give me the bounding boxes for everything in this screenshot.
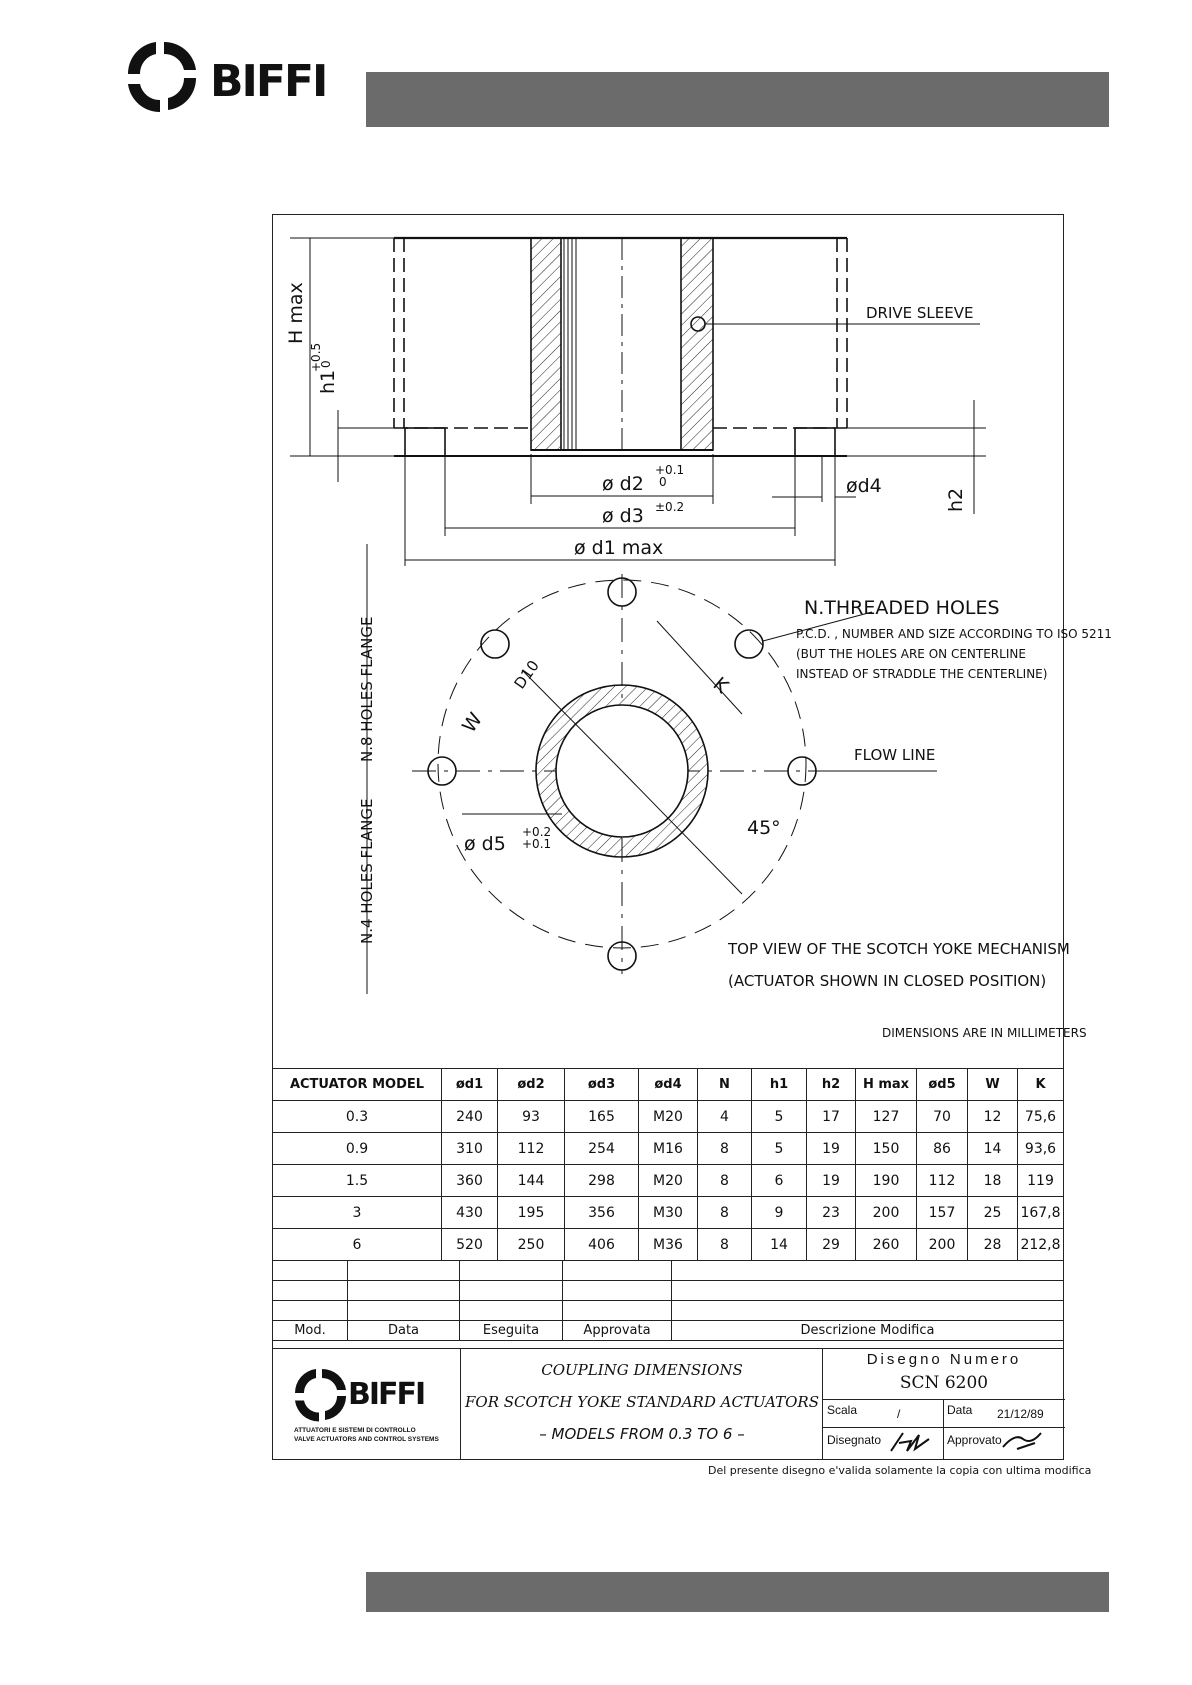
data-label: Data: [947, 1403, 973, 1417]
table-cell: 520: [442, 1229, 498, 1261]
table-row: [273, 1197, 1064, 1229]
biffi-logo: [124, 34, 329, 124]
header-cell: ød1: [442, 1069, 498, 1101]
table-cell: 5: [752, 1101, 807, 1133]
table-cell: 6: [273, 1229, 442, 1261]
revision-block: [272, 1260, 1064, 1341]
header-cell: K: [1018, 1069, 1064, 1101]
callout-n8: N.8 HOLES FLANGE: [358, 616, 376, 762]
label-h1-tol-upper: +0.5: [309, 342, 323, 372]
table-cell: 144: [498, 1165, 565, 1197]
header-cell: h1: [752, 1069, 807, 1101]
table-cell: 25: [968, 1197, 1018, 1229]
label-w: W: [458, 708, 487, 737]
table-cell: 200: [856, 1197, 917, 1229]
dimensions-table: [272, 1068, 1064, 1261]
label-h1-tol-lower: 0: [319, 360, 333, 368]
table-cell: 112: [498, 1133, 565, 1165]
label-d2-tol-lower: 0: [659, 475, 667, 489]
label-hmax: H max: [285, 282, 307, 344]
label-d10: D10: [510, 656, 543, 693]
table-cell: 9: [752, 1197, 807, 1229]
label-angle: 45°: [747, 817, 781, 839]
logo-text: BIFFI: [210, 56, 327, 107]
rev-data-label: Data: [348, 1321, 460, 1341]
footer-note: Del presente disegno e'valida solamente la copia con ultima modifica: [708, 1464, 1092, 1477]
table-cell: 28: [968, 1229, 1018, 1261]
table-cell: 250: [498, 1229, 565, 1261]
callout-flow-line: FLOW LINE: [854, 746, 936, 764]
table-cell: 119: [1018, 1165, 1064, 1197]
callout-iso-line1: P.C.D. , NUMBER AND SIZE ACCORDING TO ISO 5211: [796, 627, 1112, 641]
title-block-logo-text: BIFFI: [348, 1377, 425, 1412]
scala-value: /: [897, 1407, 901, 1421]
caption-top-view-2: (ACTUATOR SHOWN IN CLOSED POSITION): [728, 972, 1047, 990]
label-d5-tol-upper: +0.2: [522, 825, 552, 839]
disegno-label: Disegno Numero: [866, 1351, 1022, 1368]
header-cell: ød5: [917, 1069, 968, 1101]
table-cell: 5: [752, 1133, 807, 1165]
table-row: [273, 1165, 1064, 1197]
callout-drive-sleeve: DRIVE SLEEVE: [866, 304, 974, 322]
label-h1: h1: [317, 369, 339, 394]
table-cell: M30: [639, 1197, 698, 1229]
table-cell: M20: [639, 1165, 698, 1197]
header-cell: H max: [856, 1069, 917, 1101]
caption-top-view-1: TOP VIEW OF THE SCOTCH YOKE MECHANISM: [728, 940, 1070, 958]
label-d5: ø d5: [464, 833, 506, 855]
approvato-signature: [1001, 1429, 1045, 1455]
table-cell: 4: [698, 1101, 752, 1133]
disegno-number: SCN 6200: [899, 1373, 989, 1393]
table-cell: 93: [498, 1101, 565, 1133]
header-cell: N: [698, 1069, 752, 1101]
table-cell: 167,8: [1018, 1197, 1064, 1229]
table-cell: 260: [856, 1229, 917, 1261]
table-cell: 8: [698, 1165, 752, 1197]
logo-sub1: ATTUATORI E SISTEMI DI CONTROLLO: [294, 1427, 416, 1434]
table-cell: 6: [752, 1165, 807, 1197]
table-cell: 406: [565, 1229, 639, 1261]
biffi-logo-mark-small: [292, 1363, 352, 1423]
table-cell: 0.3: [273, 1101, 442, 1133]
table-cell: 12: [968, 1101, 1018, 1133]
table-row: [273, 1229, 1064, 1261]
units-note: DIMENSIONS ARE IN MILLIMETERS: [882, 1026, 1087, 1040]
label-d3: ø d3: [602, 505, 644, 527]
table-cell: 150: [856, 1133, 917, 1165]
label-d2: ø d2: [602, 473, 644, 495]
table-cell: M20: [639, 1101, 698, 1133]
table-cell: 8: [698, 1133, 752, 1165]
logo-sub2: VALVE ACTUATORS AND CONTROL SYSTEMS: [294, 1436, 439, 1443]
table-cell: 356: [565, 1197, 639, 1229]
title-block: [272, 1348, 1064, 1460]
table-cell: 19: [807, 1165, 856, 1197]
header-cell: ød2: [498, 1069, 565, 1101]
table-cell: 19: [807, 1133, 856, 1165]
title-line-2: FOR SCOTCH YOKE STANDARD ACTUATORS: [464, 1393, 820, 1411]
disegnato-signature: [889, 1429, 933, 1455]
table-cell: 190: [856, 1165, 917, 1197]
header-cell: ød4: [639, 1069, 698, 1101]
table-cell: 8: [698, 1229, 752, 1261]
table-row: [273, 1101, 1064, 1133]
header-cell: W: [968, 1069, 1018, 1101]
data-value: 21/12/89: [997, 1407, 1044, 1421]
table-cell: 18: [968, 1165, 1018, 1197]
table-cell: 240: [442, 1101, 498, 1133]
label-d4: ød4: [846, 475, 882, 497]
callout-threaded-holes: N.THREADED HOLES: [804, 597, 1000, 619]
drawing-number-cell: [822, 1349, 1065, 1459]
header-bar: [366, 72, 1109, 127]
label-d5-tol-lower: +0.1: [522, 837, 552, 851]
table-cell: 0.9: [273, 1133, 442, 1165]
table-cell: 93,6: [1018, 1133, 1064, 1165]
table-cell: 127: [856, 1101, 917, 1133]
table-cell: 200: [917, 1229, 968, 1261]
table-cell: 360: [442, 1165, 498, 1197]
table-cell: 165: [565, 1101, 639, 1133]
rev-eseguita-label: Eseguita: [460, 1321, 563, 1341]
title-line-3: – MODELS FROM 0.3 TO 6 –: [539, 1425, 745, 1443]
callout-iso-line3: INSTEAD OF STRADDLE THE CENTERLINE): [796, 667, 1048, 681]
footer-bar: [366, 1572, 1109, 1612]
table-cell: 1.5: [273, 1165, 442, 1197]
table-cell: 8: [698, 1197, 752, 1229]
table-cell: 23: [807, 1197, 856, 1229]
table-cell: 212,8: [1018, 1229, 1064, 1261]
table-cell: 70: [917, 1101, 968, 1133]
table-cell: 254: [565, 1133, 639, 1165]
disegnato-label: Disegnato: [827, 1433, 882, 1447]
table-cell: 17: [807, 1101, 856, 1133]
table-cell: 430: [442, 1197, 498, 1229]
header-cell: ød3: [565, 1069, 639, 1101]
table-row: [273, 1133, 1064, 1165]
table-cell: 310: [442, 1133, 498, 1165]
table-cell: 195: [498, 1197, 565, 1229]
table-cell: M16: [639, 1133, 698, 1165]
callout-iso-line2: (BUT THE HOLES ARE ON CENTERLINE: [796, 647, 1026, 661]
table-cell: 14: [752, 1229, 807, 1261]
table-header-row: [273, 1069, 1064, 1101]
label-d2-tol-upper: +0.1: [655, 463, 685, 477]
label-d3-tol: ±0.2: [655, 500, 685, 514]
scala-label: Scala: [827, 1403, 858, 1417]
approvato-label: Approvato: [947, 1433, 1002, 1447]
rev-mod-label: Mod.: [273, 1321, 348, 1341]
table-cell: 157: [917, 1197, 968, 1229]
table-cell: 112: [917, 1165, 968, 1197]
table-cell: 14: [968, 1133, 1018, 1165]
rev-descrizione-label: Descrizione Modifica: [672, 1321, 1064, 1341]
table-cell: 75,6: [1018, 1101, 1064, 1133]
label-h2: h2: [945, 487, 967, 512]
table-cell: 86: [917, 1133, 968, 1165]
rev-approvata-label: Approvata: [563, 1321, 672, 1341]
technical-drawing: [272, 214, 1112, 1044]
table-cell: M36: [639, 1229, 698, 1261]
table-cell: 29: [807, 1229, 856, 1261]
label-k: K: [708, 672, 733, 698]
label-d1: ø d1 max: [574, 537, 664, 559]
table-cell: 298: [565, 1165, 639, 1197]
callout-n4: N.4 HOLES FLANGE: [358, 798, 376, 944]
header-cell: ACTUATOR MODEL: [273, 1069, 442, 1101]
title-line-1: COUPLING DIMENSIONS: [541, 1361, 743, 1379]
title-block-logo-cell: [272, 1349, 461, 1459]
header-cell: h2: [807, 1069, 856, 1101]
table-cell: 3: [273, 1197, 442, 1229]
